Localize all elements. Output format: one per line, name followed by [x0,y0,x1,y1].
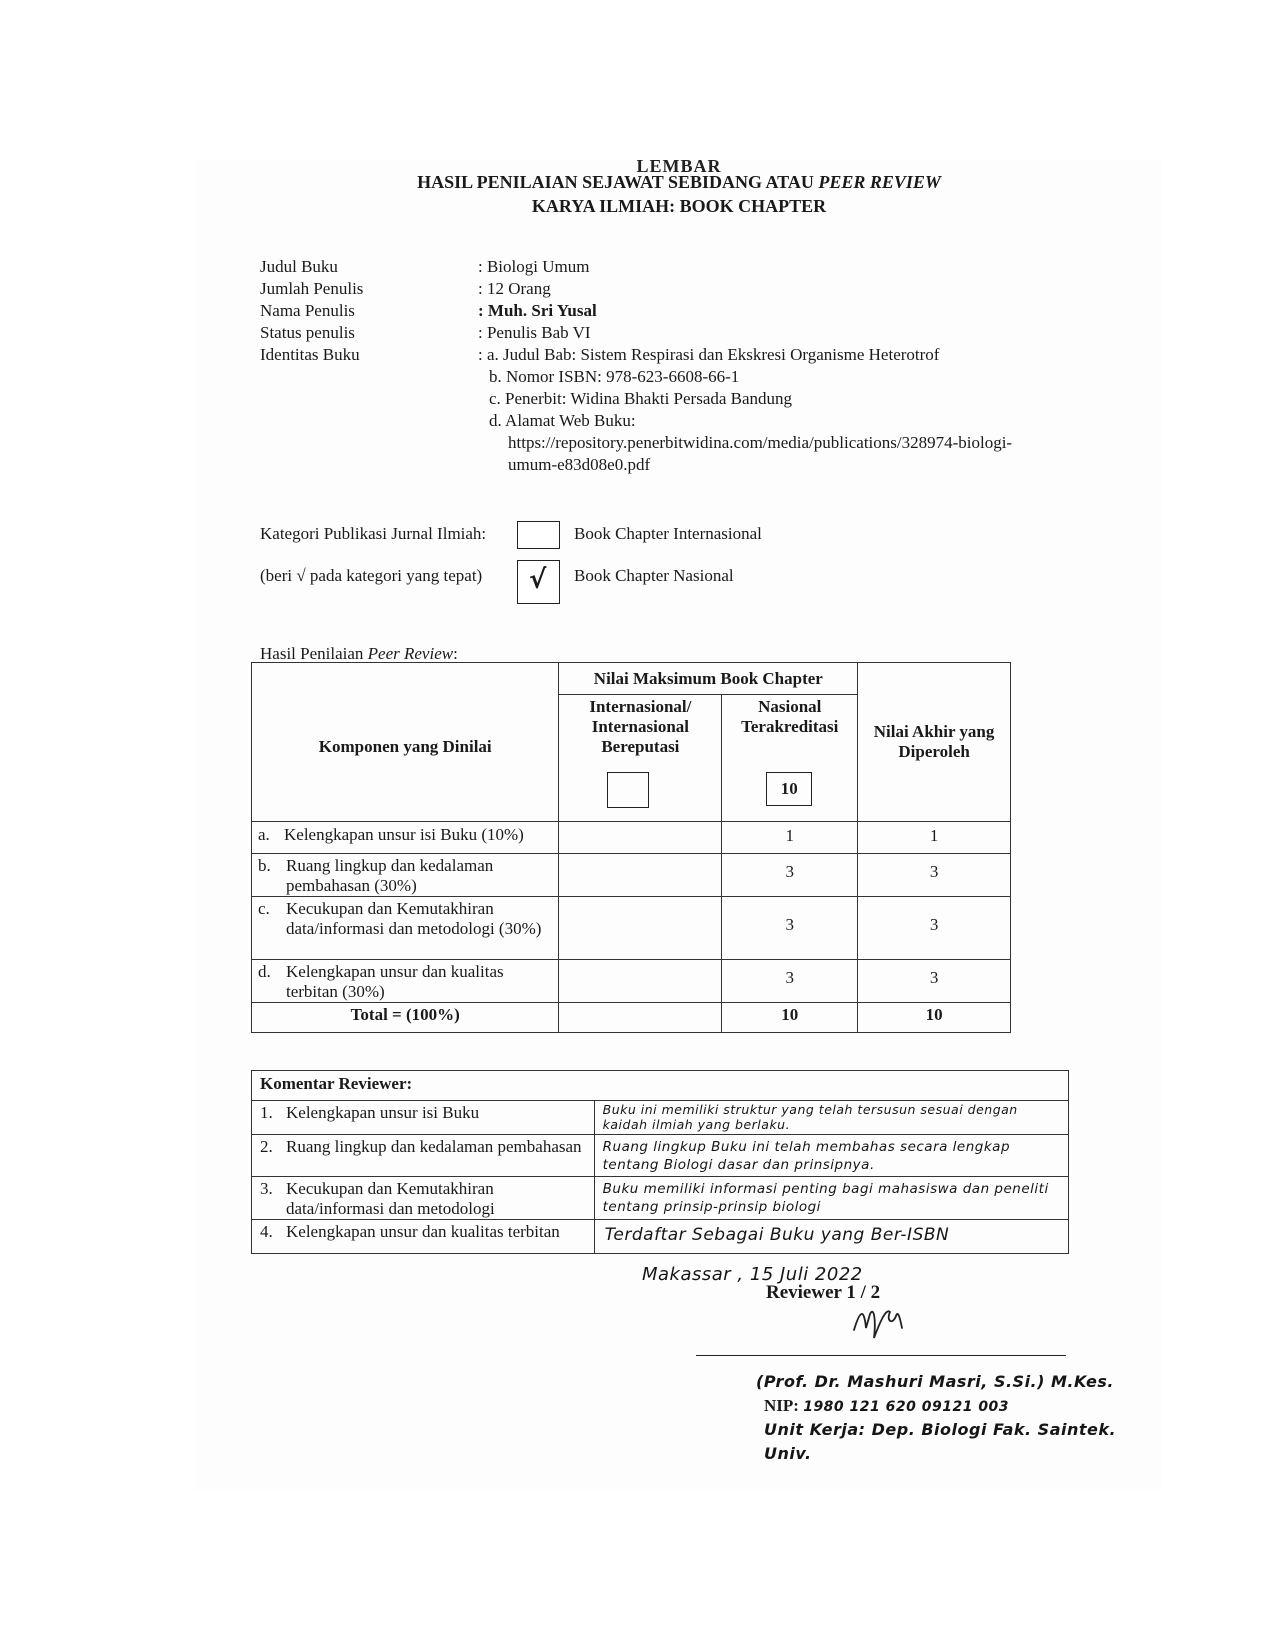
hasil-label-normal: Hasil Penilaian [260,644,368,663]
max-header: Nilai Maksimum Book Chapter [559,663,858,695]
nip-line [764,1396,1009,1416]
option-nasional: Book Chapter Nasional [574,566,734,585]
row-label: Kelengkapan unsur isi Buku [286,1103,480,1122]
row-number: 3. [260,1179,273,1198]
url-line-1: https://repository.penerbitwidina.com/media/publications/328974-biologi- [508,433,1013,452]
review-row-2 [252,1135,595,1177]
signature-line [696,1355,1066,1356]
review-header: Komentar Reviewer: [252,1071,1069,1101]
row-label: Kelengkapan unsur isi Buku (10%) [284,825,524,844]
review-row-1 [252,1101,595,1135]
nas-value-box: 10 [766,772,812,806]
int-header-label: Internasional/ Internasional Bereputasi [589,697,692,756]
row-number: 4. [260,1222,273,1241]
reviewer-label: Reviewer 1 / 2 [766,1282,881,1303]
int-cell [559,854,722,897]
row-label: Kecukupan dan Kemutakhiran data/informasi dan metodologi (30%) [286,899,542,938]
title-normal: HASIL PENILAIAN SEJAWAT SEBIDANG ATAU [417,172,819,192]
jumlah-label: Jumlah Penulis [260,279,364,298]
judul-value: : Biologi Umum [478,257,590,276]
place-date: Makassar , 15 Juli 2022 [642,1264,863,1285]
kategori-hint: (beri √ pada kategori yang tepat) [260,566,483,585]
option-internasional: Book Chapter Internasional [574,524,762,543]
status-label: Status penulis [260,323,355,342]
review-row-3 [252,1177,595,1220]
akhir-cell: 1 [858,822,1011,854]
score-row-b [252,854,559,897]
kategori-label: Kategori Publikasi Jurnal Ilmiah: [260,524,487,543]
hasil-label-colon: : [453,644,458,663]
int-cell [559,897,722,960]
review-comment-3: Buku memiliki informasi penting bagi mahasiswa dan peneliti tentang prinsip-prinsip biologi [594,1177,1068,1220]
document-page [196,156,1162,1490]
scores-table [251,662,1011,1033]
row-label: Ruang lingkup dan kedalaman pembahasan (30%) [286,856,494,895]
review-row-4 [252,1220,595,1254]
akhir-cell: 3 [858,854,1011,897]
int-header [559,695,722,822]
row-number: 2. [260,1137,273,1156]
komponen-header: Komponen yang Dinilai [252,663,559,822]
identitas-c: c. Penerbit: Widina Bhakti Persada Bandung [489,389,793,408]
total-nas: 10 [722,1003,858,1033]
int-cell [559,960,722,1003]
nama-value: : Muh. Sri Yusal [478,301,597,320]
row-label: Kecukupan dan Kemutakhiran data/informasi dan metodologi [286,1179,495,1218]
nas-cell: 3 [722,897,858,960]
akhir-header: Nilai Akhir yang Diperoleh [858,663,1011,822]
score-row-c [252,897,559,960]
nas-cell: 1 [722,822,858,854]
reviewer-name: (Prof. Dr. Mashuri Masri, S.Si.) M.Kes. [756,1372,1114,1391]
row-label: Kelengkapan unsur dan kualitas terbitan (30%) [286,962,504,1001]
review-comment-2: Ruang lingkup Buku ini telah membahas secara lengkap tentang Biologi dasar dan prinsipnya. [594,1135,1068,1177]
title-line-1 [196,172,1162,193]
book-info [260,256,1140,476]
title-line-2: KARYA ILMIAH: BOOK CHAPTER [531,196,827,216]
nas-cell: 3 [722,854,858,897]
row-letter: a. [258,825,270,844]
row-number: 1. [260,1103,273,1122]
judul-label: Judul Buku [260,257,338,276]
total-akhir: 10 [858,1003,1011,1033]
hasil-label-italic: Peer Review [367,644,454,663]
score-row-d [252,960,559,1003]
nas-cell: 3 [722,960,858,1003]
hasil-label [260,644,458,664]
akhir-cell: 3 [858,960,1011,1003]
checkbox-nasional[interactable] [517,560,560,604]
identitas-a: : a. Judul Bab: Sistem Respirasi dan Ekskresi Organisme Heterotrof [478,345,940,364]
int-value-box [607,772,649,808]
nama-label: Nama Penulis [260,301,355,320]
title-italic: PEER REVIEW [818,172,941,192]
jumlah-value: : 12 Orang [478,279,551,298]
identitas-d: d. Alamat Web Buku: [489,411,636,430]
review-table [251,1070,1069,1254]
nas-header [722,695,858,822]
row-letter: b. [258,856,271,875]
signature-scribble [846,1300,916,1350]
nip-value: 1980 121 620 09121 003 [803,1399,1010,1415]
row-letter: d. [258,962,271,981]
status-value: : Penulis Bab VI [478,323,591,342]
total-label: Total = (100%) [252,1003,559,1033]
unit-kerja: Unit Kerja: Dep. Biologi Fak. Saintek. Univ. [764,1420,1117,1463]
cropped-title: LEMBAR [636,156,722,176]
akhir-cell: 3 [858,897,1011,960]
identitas-label: Identitas Buku [260,345,360,364]
review-comment-4: Terdaftar Sebagai Buku yang Ber-ISBN [594,1220,1068,1254]
checkmark-icon: √ [529,565,547,595]
int-cell [559,822,722,854]
row-letter: c. [258,899,270,918]
identitas-b: b. Nomor ISBN: 978-623-6608-66-1 [489,367,740,386]
nas-header-label: Nasional Terakreditasi [741,697,839,736]
checkbox-internasional[interactable] [517,521,560,549]
nip-label: NIP: [764,1396,799,1415]
int-cell [559,1003,722,1033]
url-line-2: umum-e83d08e0.pdf [508,455,651,474]
row-label: Kelengkapan unsur dan kualitas terbitan [286,1222,560,1241]
score-row-a [252,822,559,854]
row-label: Ruang lingkup dan kedalaman pembahasan [286,1137,582,1156]
review-comment-1: Buku ini memiliki struktur yang telah tersusun sesuai dengan kaidah ilmiah yang berlaku. [594,1101,1068,1135]
